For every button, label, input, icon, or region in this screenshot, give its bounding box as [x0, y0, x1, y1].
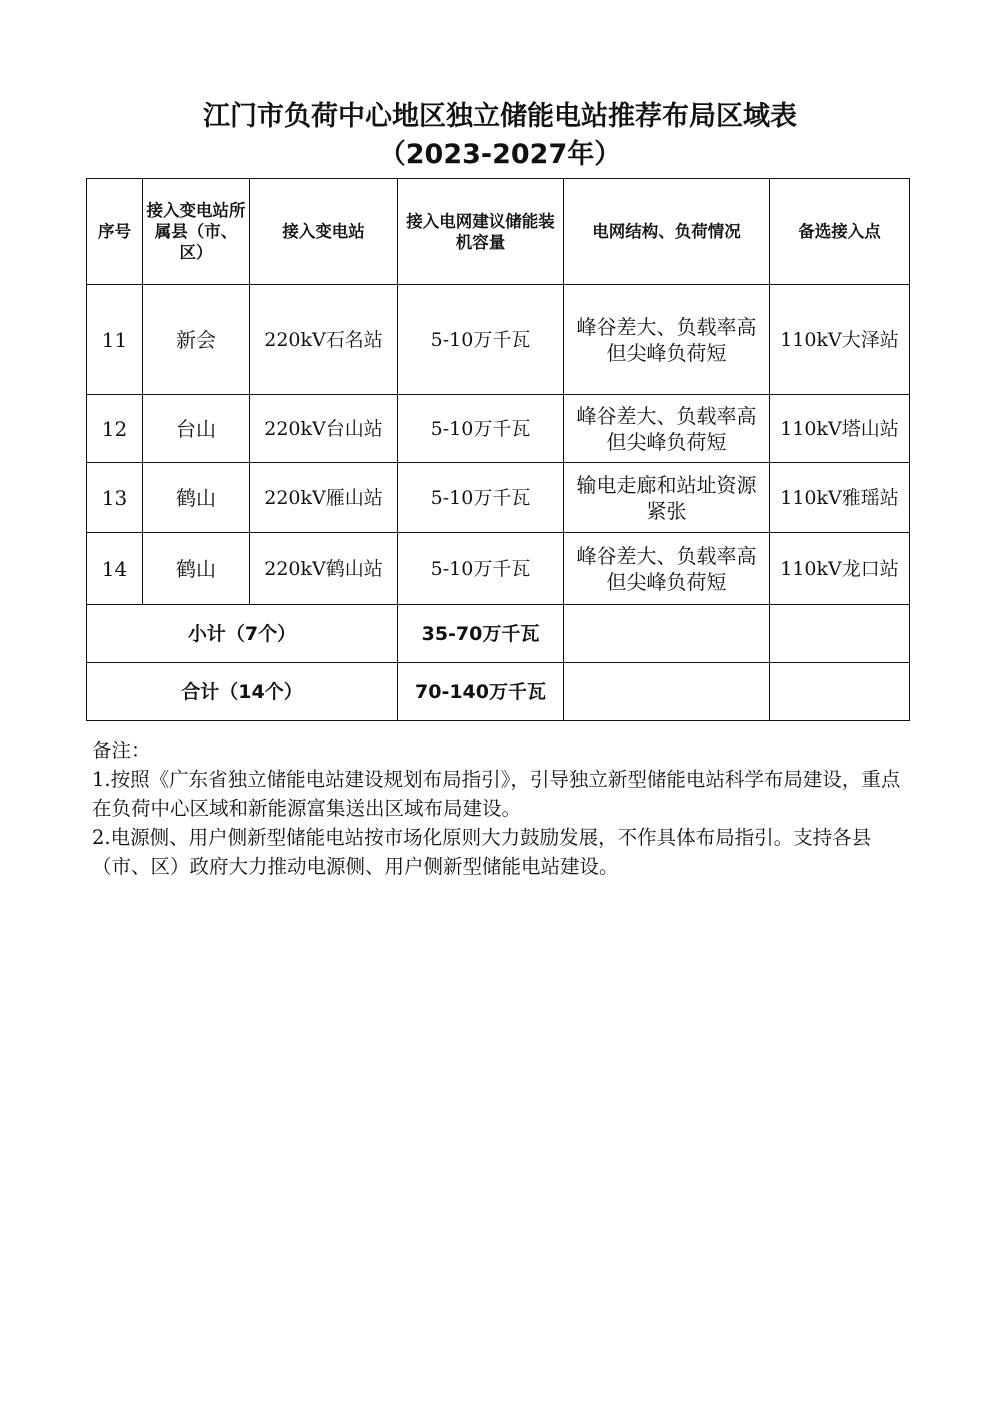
header-county: 接入变电站所属县（市、区）	[143, 179, 250, 285]
table-row	[87, 285, 910, 395]
total-grid-empty	[564, 663, 770, 721]
cell-no: 14	[87, 533, 143, 605]
total-row	[87, 663, 910, 721]
cell-county: 新会	[143, 285, 250, 395]
cell-access: 110kV雅瑶站	[770, 463, 910, 533]
document-subtitle: （2023-2027年）	[378, 139, 622, 170]
subtotal-grid-empty	[564, 605, 770, 663]
total-label: 合计（14个）	[87, 663, 398, 721]
cell-access: 110kV龙口站	[770, 533, 910, 605]
total-capacity: 70-140万千瓦	[398, 663, 564, 721]
note-item: 1.按照《广东省独立储能电站建设规划布局指引》，引导独立新型储能电站科学布局建设，重点在负荷中心区域和新能源富集送出区域布局建设。	[92, 768, 901, 820]
header-grid: 电网结构、负荷情况	[564, 179, 770, 285]
cell-substation: 220kV石名站	[250, 285, 398, 395]
cell-capacity: 5-10万千瓦	[398, 463, 564, 533]
cell-grid: 输电走廊和站址资源紧张	[564, 463, 770, 533]
cell-substation: 220kV鹤山站	[250, 533, 398, 605]
total-access-empty	[770, 663, 910, 721]
cell-no: 13	[87, 463, 143, 533]
table-row	[87, 463, 910, 533]
subtotal-row	[87, 605, 910, 663]
cell-capacity: 5-10万千瓦	[398, 285, 564, 395]
table-header-row	[87, 179, 910, 285]
cell-capacity: 5-10万千瓦	[398, 395, 564, 463]
cell-county: 鹤山	[143, 463, 250, 533]
table-row	[87, 533, 910, 605]
subtotal-capacity: 35-70万千瓦	[398, 605, 564, 663]
cell-no: 12	[87, 395, 143, 463]
cell-grid: 峰谷差大、负载率高但尖峰负荷短	[564, 533, 770, 605]
cell-capacity: 5-10万千瓦	[398, 533, 564, 605]
cell-county: 鹤山	[143, 533, 250, 605]
header-substation: 接入变电站	[250, 179, 398, 285]
header-access: 备选接入点	[770, 179, 910, 285]
document-title: 江门市负荷中心地区独立储能电站推荐布局区域表	[203, 101, 797, 132]
cell-county: 台山	[143, 395, 250, 463]
cell-no: 11	[87, 285, 143, 395]
header-capacity: 接入电网建议储能装机容量	[398, 179, 564, 285]
note-item: 2.电源侧、用户侧新型储能电站按市场化原则大力鼓励发展，不作具体布局指引。支持各县（市、区）政府大力推动电源侧、用户侧新型储能电站建设。	[92, 826, 872, 878]
cell-access: 110kV塔山站	[770, 395, 910, 463]
cell-grid: 峰谷差大、负载率高但尖峰负荷短	[564, 285, 770, 395]
cell-grid: 峰谷差大、负载率高但尖峰负荷短	[564, 395, 770, 463]
notes-section	[92, 736, 912, 881]
cell-access: 110kV大泽站	[770, 285, 910, 395]
notes-heading: 备注：	[92, 739, 151, 762]
layout-table	[86, 178, 910, 721]
subtotal-label: 小计（7个）	[87, 605, 398, 663]
cell-substation: 220kV台山站	[250, 395, 398, 463]
cell-substation: 220kV雁山站	[250, 463, 398, 533]
table-row	[87, 395, 910, 463]
subtotal-access-empty	[770, 605, 910, 663]
header-no: 序号	[87, 179, 143, 285]
